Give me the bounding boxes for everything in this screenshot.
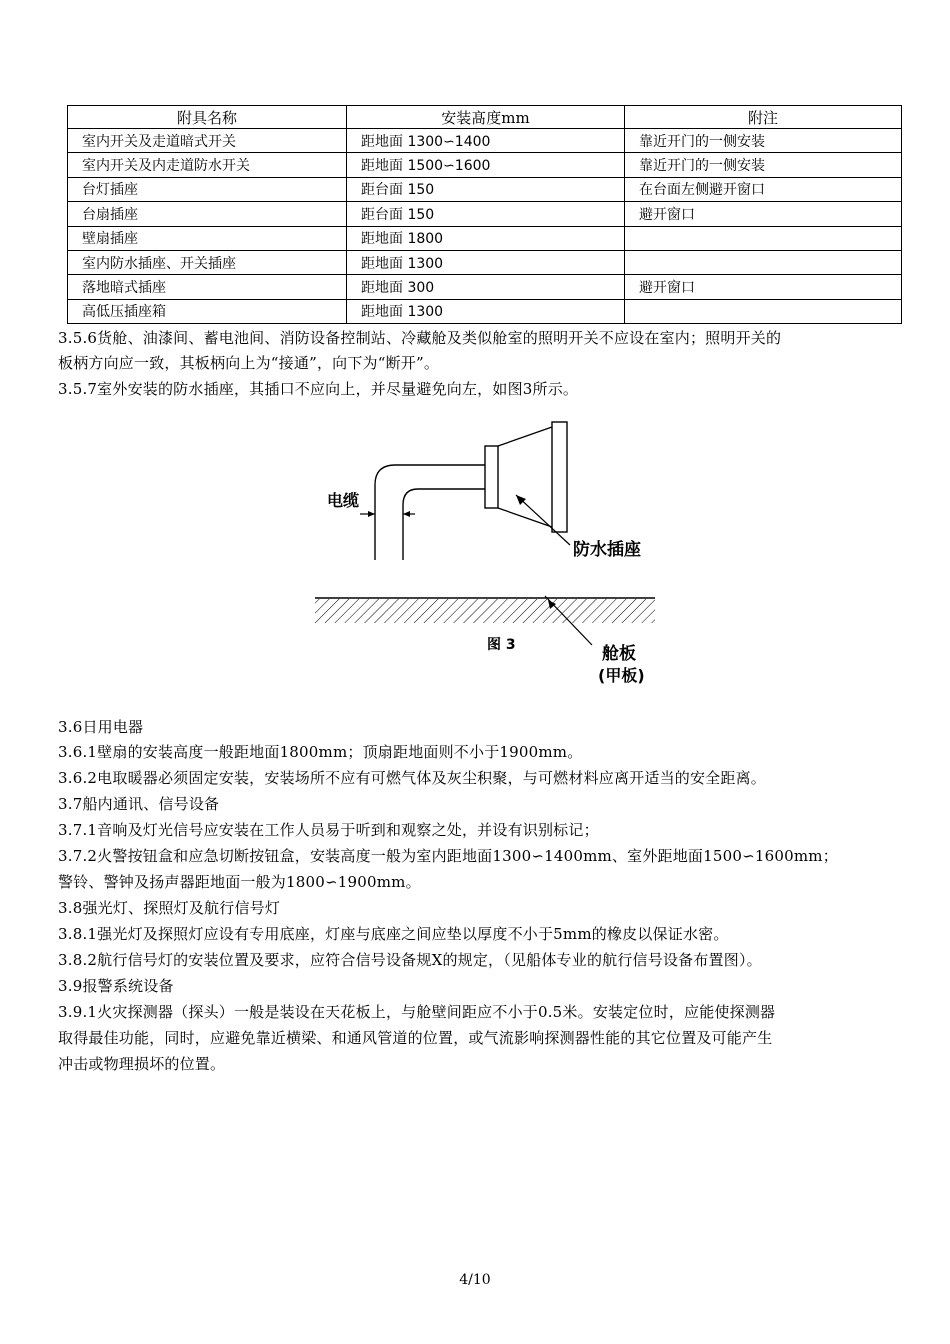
socket-body: [485, 446, 498, 508]
table-row: [68, 299, 902, 323]
table-cell: [625, 250, 902, 274]
table-cell: 距地面 1800: [347, 226, 625, 250]
paragraph-line: 取得最佳功能，同时，应避免靠近横梁、和通风管道的位置，或气流影响探测器性能的其它位置及可能产生: [58, 1029, 773, 1047]
table-cell: 台扇插座: [68, 202, 347, 226]
section-heading: 3.9报警系统设备: [58, 977, 174, 995]
table-row: [68, 275, 902, 299]
accessory-install-height-table: [67, 105, 902, 324]
table-cell: 高低压插座箱: [68, 299, 347, 323]
table-cell: 距台面 150: [347, 202, 625, 226]
table-cell: 靠近开门的一侧安装: [625, 153, 902, 177]
table-row: [68, 226, 902, 250]
page-number: 4/10: [459, 1272, 491, 1288]
deck-hatching: [315, 599, 655, 623]
figure-caption: 图 3: [487, 637, 516, 653]
table-cell: 避开窗口: [625, 202, 902, 226]
paragraph-line: 3.5.7室外安装的防水插座，其插口不应向上，并尽量避免向左，如图3所示。: [58, 380, 579, 398]
paragraph-line: 3.7.1音响及灯光信号应安装在工作人员易于听到和观察之处，并设有识别标记；: [58, 821, 599, 839]
paragraph-line: 3.5.6货舱、油漆间、蓄电池间、消防设备控制站、冷藏舱及类似舱室的照明开关不应设在室内；照明开关的: [58, 329, 782, 347]
deck-sublabel: (甲板): [598, 666, 645, 685]
table-header-cell: 安装髙度mm: [347, 106, 625, 129]
table-cell: [625, 226, 902, 250]
table-row: [68, 129, 902, 153]
table-cell: [625, 299, 902, 323]
table-cell: 壁扇插座: [68, 226, 347, 250]
cable-inner-line: [403, 489, 485, 560]
table-cell: 距地面 1300: [347, 299, 625, 323]
table-row: [68, 250, 902, 274]
table-header-cell: 附注: [625, 106, 902, 129]
table-cell: 落地暗式插座: [68, 275, 347, 299]
table-cell: 室内防水插座、开关插座: [68, 250, 347, 274]
table-cell: 距地面 300: [347, 275, 625, 299]
deck-label: 舱板: [602, 644, 636, 664]
table-row: [68, 153, 902, 177]
table-cell: 避开窗口: [625, 275, 902, 299]
table-header-cell: 附具名称: [68, 106, 347, 129]
table-cell: 距地面 1500∽1600: [347, 153, 625, 177]
cable-outer-line: [375, 465, 485, 560]
paragraph-line: 3.9.1火灾探测器（探头）一般是装设在天花板上，与舱壁间距应不小于0.5米。安装定位时，应能使探测器: [58, 1003, 776, 1021]
paragraph-line: 警铃、警钟及扬声器距地面一般为1800∽1900mm。: [58, 873, 421, 891]
table-cell: 靠近开门的一侧安装: [625, 129, 902, 153]
table-cell: 距台面 150: [347, 177, 625, 201]
table-row: [68, 177, 902, 201]
paragraph-line: 3.7.2火警按钮盒和应急切断按钮盒，安装高度一般为室内距地面1300∽1400mm、室外距地面1500∽1600mm；: [58, 847, 838, 865]
paragraph-line: 冲击或物理损坏的位置。: [58, 1055, 226, 1073]
table-cell: 室内开关及内走道防水开关: [68, 153, 347, 177]
table-cell: 距地面 1300∽1400: [347, 129, 625, 153]
paragraph-line: 3.8.2航行信号灯的安装位置及要求，应符合信号设备规X的规定，（见船体专业的航行信号设备布置图）。: [58, 951, 762, 969]
table-cell: 台灯插座: [68, 177, 347, 201]
section-heading: 3.6日用电器: [58, 718, 144, 736]
table-cell: 在台面左侧避开窗口: [625, 177, 902, 201]
paragraph-line: 板柄方向应一致，其板柄向上为“接通”，向下为“断开”。: [58, 354, 440, 372]
table-header-row: [68, 106, 902, 129]
figure-3-diagram: [300, 410, 660, 695]
paragraph-line: 3.6.2电取暖器必须固定安装，安装场所不应有可燃气体及灰尘积聚，与可燃材料应离开适当的安全距离。: [58, 769, 766, 787]
table-cell: 室内开关及走道暗式开关: [68, 129, 347, 153]
table-row: [68, 202, 902, 226]
section-heading: 3.8强光灯、探照灯及航行信号灯: [58, 899, 281, 917]
paragraph-line: 3.6.1壁扇的安装高度一般距地面1800mm；顶扇距地面则不小于1900mm。: [58, 743, 583, 761]
cable-label: 电缆: [327, 491, 360, 510]
table-cell: 距地面 1300: [347, 250, 625, 274]
socket-label: 防水插座: [573, 540, 641, 560]
socket-face: [552, 422, 567, 532]
section-heading: 3.7船内通讯、信号设备: [58, 795, 220, 813]
paragraph-line: 3.8.1强光灯及探照灯应设有专用底座，灯座与底座之间应垫以厚度不小于5mm的橡皮以保证水密。: [58, 925, 729, 943]
